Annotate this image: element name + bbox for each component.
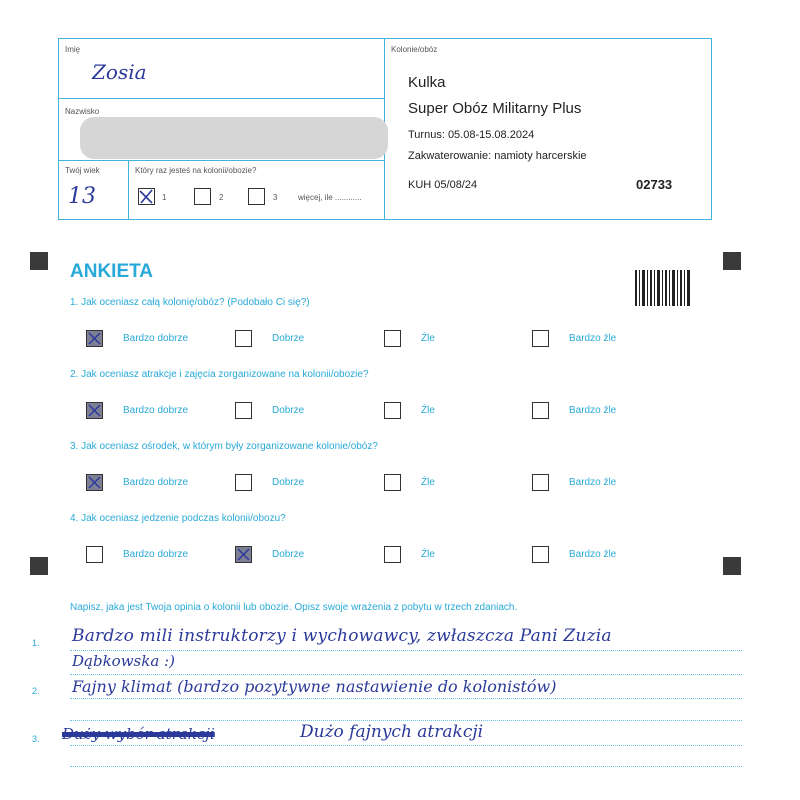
- answer-1-line-a[interactable]: Bardzo mili instruktorzy i wychowawcy, zwłaszcza Pani Zuzia: [72, 626, 612, 646]
- question-3-checkbox-very-bad[interactable]: [532, 474, 549, 491]
- surname-label: Nazwisko: [65, 107, 100, 116]
- name-value[interactable]: Zosia: [92, 60, 147, 84]
- question-4-option-very-bad: Bardzo źle: [569, 549, 617, 560]
- question-1-option-very-bad: Bardzo źle: [569, 333, 617, 344]
- answer-line: [70, 745, 742, 746]
- question-2-option-very-good: Bardzo dobrze: [123, 405, 189, 416]
- age-label: Twój wiek: [65, 166, 100, 175]
- question-4-option-very-good: Bardzo dobrze: [123, 549, 189, 560]
- question-4-checkbox-very-bad[interactable]: [532, 546, 549, 563]
- question-3-option-very-bad: Bardzo źle: [569, 477, 617, 488]
- question-1-option-bad: Źle: [421, 333, 435, 344]
- question-1-checkbox-very-bad[interactable]: [532, 330, 549, 347]
- question-1-option-very-good: Bardzo dobrze: [123, 333, 189, 344]
- survey-title: ANKIETA: [70, 261, 154, 282]
- cross-mark-icon: [86, 474, 103, 491]
- times-checkbox-3[interactable]: [248, 188, 265, 205]
- question-3-option-bad: Źle: [421, 477, 435, 488]
- times-option-1: 1: [162, 193, 167, 202]
- question-2-checkbox-bad[interactable]: [384, 402, 401, 419]
- camp-code: KUH 05/08/24: [408, 179, 478, 191]
- times-label: Który raz jesteś na kolonii/obozie?: [135, 166, 257, 175]
- line-number-1: 1.: [32, 638, 40, 648]
- times-checkbox-1[interactable]: [138, 188, 155, 205]
- name-row-divider: [58, 98, 385, 99]
- times-option-3: 3: [273, 193, 278, 202]
- opinion-prompt: Napisz, jaka jest Twoja opinia o kolonii lub obozie. Opisz swoje wrażenia z pobytu w trzech zdaniach.: [70, 602, 518, 613]
- registration-mark-bottom-right: [723, 557, 741, 575]
- camp-program: Super Obóz Militarny Plus: [408, 100, 582, 117]
- question-3-checkbox-bad[interactable]: [384, 474, 401, 491]
- answer-line: [70, 674, 742, 675]
- question-2-checkbox-very-good[interactable]: [86, 402, 103, 419]
- question-4-text: 4. Jak oceniasz jedzenie podczas kolonii/obozu?: [70, 513, 286, 524]
- answer-line: [70, 720, 742, 721]
- question-2-checkbox-good[interactable]: [235, 402, 252, 419]
- turnus: Turnus: 05.08-15.08.2024: [408, 129, 535, 141]
- question-3-checkbox-good[interactable]: [235, 474, 252, 491]
- question-4-checkbox-bad[interactable]: [384, 546, 401, 563]
- form-number: 02733: [636, 177, 673, 192]
- age-value[interactable]: 13: [68, 184, 96, 209]
- name-label: Imię: [65, 45, 81, 54]
- answer-3-struck: Duży wybór atrakcji: [62, 725, 215, 743]
- question-1-text: 1. Jak oceniasz całą kolonię/obóz? (Podobało Ci się?): [70, 297, 310, 308]
- times-checkbox-2[interactable]: [194, 188, 211, 205]
- age-divider: [128, 160, 129, 220]
- line-number-2: 2.: [32, 686, 40, 696]
- answer-line: [70, 698, 742, 699]
- cross-mark-icon: [138, 188, 155, 205]
- registration-mark-top-right: [723, 252, 741, 270]
- answer-line: [70, 650, 742, 651]
- question-2-text: 2. Jak oceniasz atrakcje i zajęcia zorganizowane na kolonii/obozie?: [70, 369, 369, 380]
- registration-mark-top-left: [30, 252, 48, 270]
- cross-mark-icon: [86, 402, 103, 419]
- question-1-checkbox-good[interactable]: [235, 330, 252, 347]
- question-3-option-very-good: Bardzo dobrze: [123, 477, 189, 488]
- cross-mark-icon: [235, 546, 252, 563]
- times-more-label: więcej, ile ............: [298, 193, 362, 202]
- camp-label: Kolonie/obóz: [391, 45, 438, 54]
- surname-redaction: [80, 117, 388, 159]
- camp-name: Kulka: [408, 74, 446, 91]
- question-2-option-bad: Źle: [421, 405, 435, 416]
- question-2-checkbox-very-bad[interactable]: [532, 402, 549, 419]
- question-1-checkbox-bad[interactable]: [384, 330, 401, 347]
- answer-3[interactable]: Dużo fajnych atrakcji: [300, 722, 484, 742]
- times-option-2: 2: [219, 193, 224, 202]
- question-4-option-good: Dobrze: [272, 549, 305, 560]
- question-1-checkbox-very-good[interactable]: [86, 330, 103, 347]
- answer-line: [70, 766, 742, 767]
- cross-mark-icon: [86, 330, 103, 347]
- question-4-option-bad: Źle: [421, 549, 435, 560]
- accommodation: Zakwaterowanie: namioty harcerskie: [408, 150, 587, 162]
- question-2-option-very-bad: Bardzo źle: [569, 405, 617, 416]
- question-3-text: 3. Jak oceniasz ośrodek, w którym były zorganizowane kolonie/obóz?: [70, 441, 378, 452]
- answer-2[interactable]: Fajny klimat (bardzo pozytywne nastawienie do kolonistów): [72, 677, 557, 696]
- line-number-3: 3.: [32, 734, 40, 744]
- registration-mark-bottom-left: [30, 557, 48, 575]
- question-3-option-good: Dobrze: [272, 477, 305, 488]
- question-3-checkbox-very-good[interactable]: [86, 474, 103, 491]
- question-4-checkbox-very-good[interactable]: [86, 546, 103, 563]
- surname-row-divider: [58, 160, 385, 161]
- barcode-icon: [635, 270, 691, 306]
- question-2-option-good: Dobrze: [272, 405, 305, 416]
- question-4-checkbox-good[interactable]: [235, 546, 252, 563]
- question-1-option-good: Dobrze: [272, 333, 305, 344]
- answer-1-line-b[interactable]: Dąbkowska :): [72, 652, 175, 670]
